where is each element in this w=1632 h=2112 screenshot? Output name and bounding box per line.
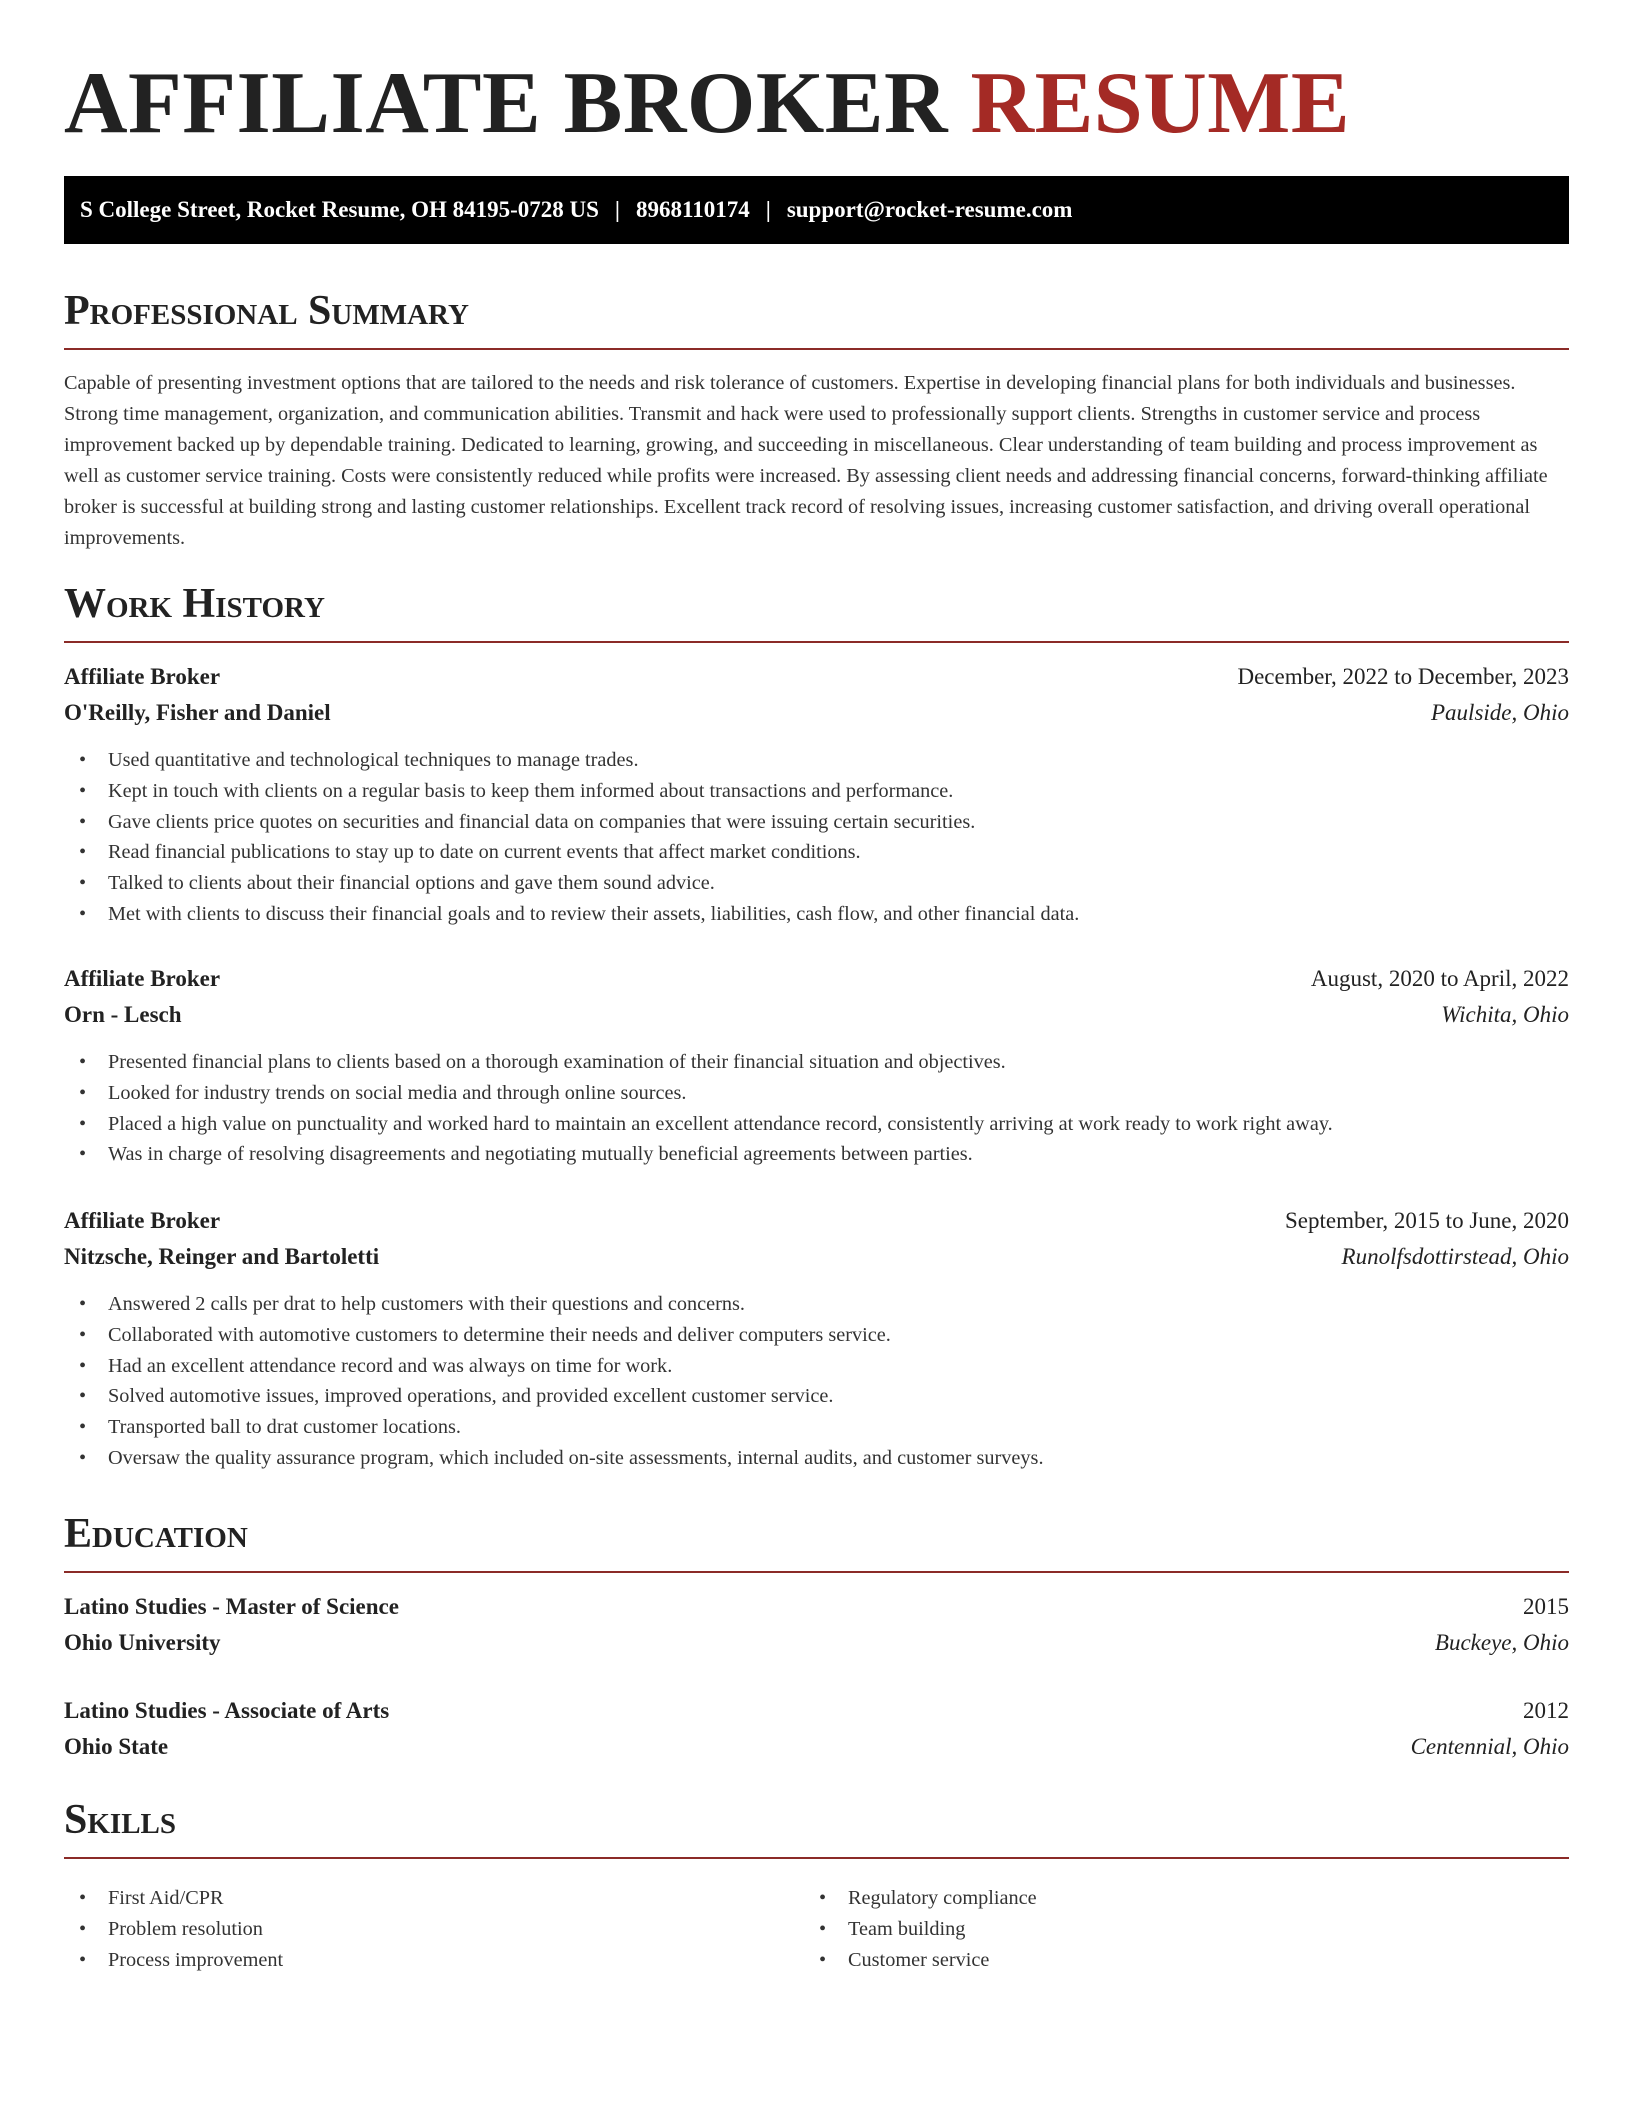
skills-heading: Skills [64,1795,1569,1859]
job-bullet: • Kept in touch with clients on a regular basis to keep them informed about transactions and performance. [64,776,1569,807]
job-bullet: • Solved automotive issues, improved operations, and provided excellent customer service. [64,1381,1569,1412]
job-dates: December, 2022 to December, 2023 [1237,664,1569,689]
job-bullet: • Oversaw the quality assurance program, which included on-site assessments, internal audits, and customer surveys. [64,1443,1569,1474]
skill-item: • Process improvement [64,1945,804,1976]
job-company: Orn - Lesch [64,1002,182,1027]
job-bullet: • Had an excellent attendance record and was always on time for work. [64,1351,1569,1382]
contact-separator: | [614,197,620,222]
job-header [64,1203,1569,1239]
education-header [64,1693,1569,1729]
education-degree: Latino Studies - Associate of Arts [64,1698,390,1723]
education-location: Centennial, Ohio [1410,1734,1569,1759]
skills-list-left [64,1883,804,1975]
job-bullet: • Looked for industry trends on social media and through online sources. [64,1078,1569,1109]
education-heading: Education [64,1509,1569,1573]
job-bullet: • Read financial publications to stay up to date on current events that affect market conditions. [64,837,1569,868]
contact-separator: | [765,197,771,222]
job-bullet: • Met with clients to discuss their financial goals and to review their assets, liabilities, cash flow, and other financial data. [64,899,1569,930]
job-bullet: • Collaborated with automotive customers to determine their needs and deliver computers service. [64,1320,1569,1351]
job-location: Paulside, Ohio [1431,700,1569,725]
resume-title [64,54,1350,154]
job-bullet: • Answered 2 calls per drat to help customers with their questions and concerns. [64,1289,1569,1320]
education-header [64,1589,1569,1625]
education-subheader [64,1729,1569,1765]
education-degree: Latino Studies - Master of Science [64,1594,399,1619]
job-dates: September, 2015 to June, 2020 [1285,1208,1569,1233]
job-title: Affiliate Broker [64,1208,221,1233]
skill-item: • Customer service [804,1945,1569,1976]
education-year: 2015 [1523,1594,1569,1619]
work-history-heading: Work History [64,579,1569,643]
job-title: Affiliate Broker [64,966,221,991]
education-location: Buckeye, Ohio [1434,1630,1569,1655]
job-bullet: • Talked to clients about their financial options and gave them sound advice. [64,868,1569,899]
job-bullets [64,745,1569,930]
job-bullet: • Transported ball to drat customer locations. [64,1412,1569,1443]
skill-item: • Problem resolution [64,1914,804,1945]
education-school: Ohio University [64,1630,221,1655]
skill-item: • First Aid/CPR [64,1883,804,1914]
job-company: Nitzsche, Reinger and Bartoletti [64,1244,380,1269]
job-bullet: • Presented financial plans to clients based on a thorough examination of their financial situation and objectives. [64,1047,1569,1078]
summary-text: Capable of presenting investment options that are tailored to the needs and risk tolerance of customers. Expertise in developing financial plans for both individuals and businesses. Strong time management, organization, and communication abilities. Transmit and hack were used to professionally support clients. Strengths in customer service and process improvement backed up by dependable training. Dedicated to learning, growing, and succeeding in miscellaneous. Clear understanding of team building and process improvement as well as customer service training. Costs were consistently reduced while profits were increased. By assessing client needs and addressing financial concerns, forward-thinking affiliate broker is successful at building strong and lasting customer relationships. Excellent track record of resolving issues, increasing customer satisfaction, and driving overall operational improvements. [64,372,1548,549]
job-bullets [64,1047,1569,1170]
title-main: AFFILIATE BROKER [64,55,949,152]
job-company: O'Reilly, Fisher and Daniel [64,700,331,725]
skill-item: • Team building [804,1914,1569,1945]
education-subheader [64,1625,1569,1661]
contact-email[interactable]: support@rocket-resume.com [786,197,1073,222]
summary-heading: Professional Summary [64,286,1569,350]
contact-bar [64,176,1569,244]
job-bullet: • Used quantitative and technological techniques to manage trades. [64,745,1569,776]
job-title: Affiliate Broker [64,664,221,689]
job-bullet: • Was in charge of resolving disagreements and negotiating mutually beneficial agreements between parties. [64,1139,1569,1170]
job-header [64,659,1569,695]
job-bullet: • Placed a high value on punctuality and worked hard to maintain an excellent attendance record, consistently arriving at work ready to work right away. [64,1109,1569,1140]
job-subheader [64,695,1569,731]
skill-item: • Regulatory compliance [804,1883,1569,1914]
job-header [64,961,1569,997]
job-subheader [64,997,1569,1033]
title-accent: RESUME [970,55,1351,152]
education-school: Ohio State [64,1734,169,1759]
job-bullets [64,1289,1569,1474]
job-subheader [64,1239,1569,1275]
job-dates: August, 2020 to April, 2022 [1310,966,1569,991]
education-year: 2012 [1523,1698,1569,1723]
contact-address: S College Street, Rocket Resume, OH 84195-0728 US [80,197,599,222]
job-bullet: • Gave clients price quotes on securities and financial data on companies that were issuing certain securities. [64,807,1569,838]
job-location: Wichita, Ohio [1441,1002,1569,1027]
contact-phone[interactable]: 8968110174 [636,197,750,222]
job-location: Runolfsdottirstead, Ohio [1341,1244,1569,1269]
skills-list-right [804,1883,1569,1975]
